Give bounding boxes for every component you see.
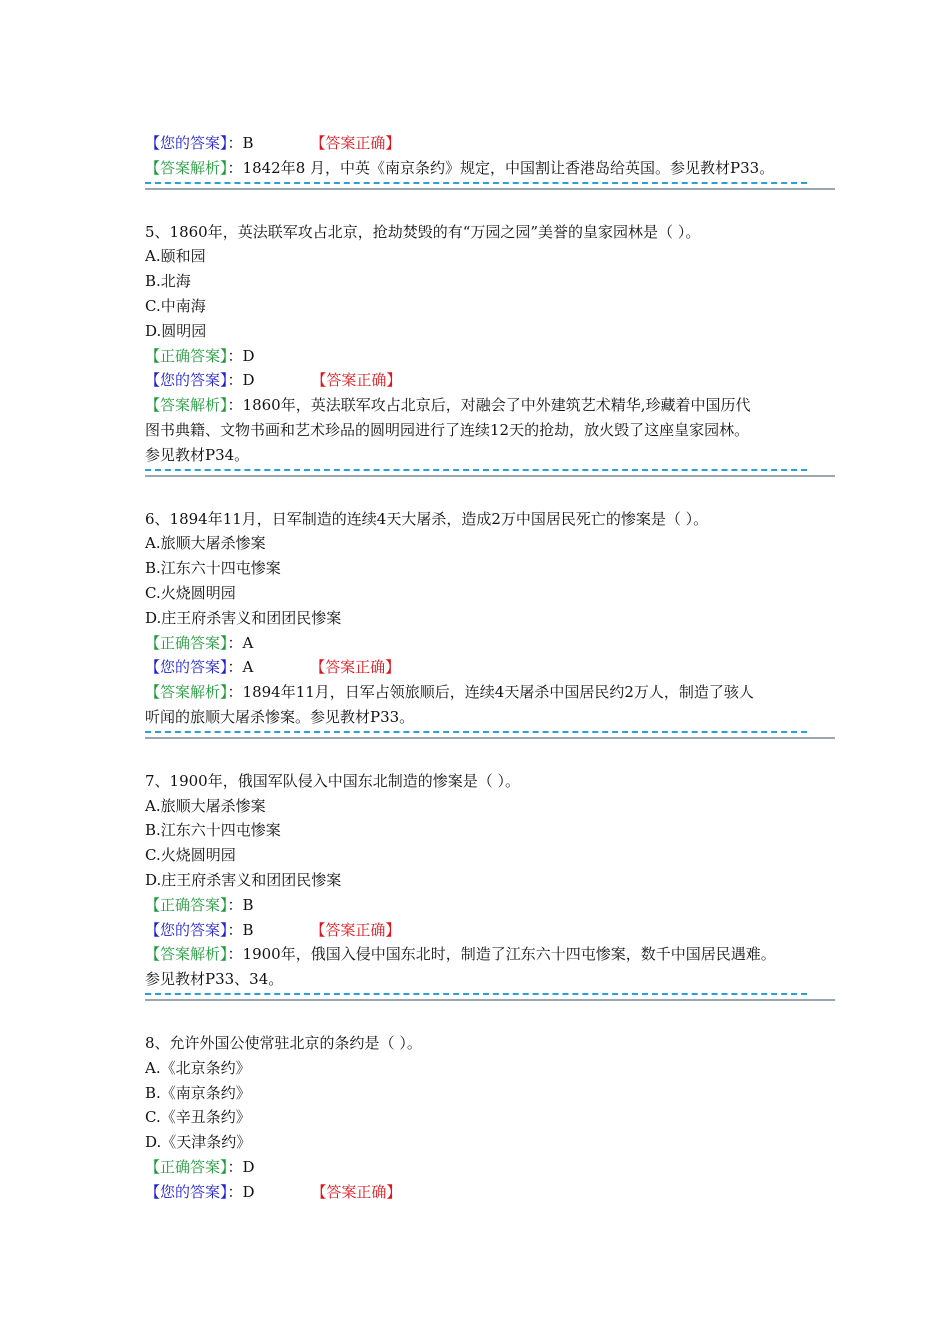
your-answer-label: 【您的答案】 (145, 658, 228, 677)
your-answer-row (145, 655, 835, 680)
analysis-label: 【答案解析】 (145, 945, 228, 964)
correct-answer-value: B (242, 895, 254, 914)
quiz-page (145, 131, 835, 1204)
correct-answer-label: 【正确答案】 (145, 1157, 228, 1176)
analysis-text: 听闻的旅顺大屠杀惨案。参见教材P33。 (145, 707, 415, 726)
colon: ： (227, 1182, 243, 1201)
colon: ： (227, 683, 243, 702)
correct-answer-row (145, 893, 835, 918)
colon: ： (227, 396, 243, 415)
correct-answer-label: 【正确答案】 (145, 633, 228, 652)
result-badge: 【答案正确】 (311, 371, 402, 390)
option-d: D.庄王府杀害义和团团民惨案 (145, 608, 342, 627)
analysis-label: 【答案解析】 (145, 158, 228, 177)
option-b: B.《南京条约》 (145, 1083, 251, 1102)
option-a: A.《北京条约》 (145, 1058, 251, 1077)
your-answer-value: D (242, 371, 255, 390)
colon: ： (227, 158, 243, 177)
question-stem: 7、1900年，俄国军队侵入中国东北制造的惨案是（ ）。 (145, 771, 520, 790)
colon: ： (227, 658, 243, 677)
result-badge: 【答案正确】 (310, 658, 401, 677)
your-answer-row (145, 1180, 835, 1205)
answer-analysis (145, 680, 807, 733)
colon: ： (227, 633, 243, 652)
question-block (145, 507, 835, 739)
correct-answer-row (145, 631, 835, 656)
correct-answer-label: 【正确答案】 (145, 346, 228, 365)
colon: ： (227, 371, 243, 390)
your-answer-label: 【您的答案】 (145, 920, 228, 939)
your-answer-row (145, 368, 835, 393)
question-block (145, 769, 835, 1001)
your-answer-value: A (242, 658, 254, 677)
option-d: D.圆明园 (145, 321, 207, 340)
your-answer-label: 【您的答案】 (145, 1182, 228, 1201)
answer-analysis (145, 393, 807, 470)
result-badge: 【答案正确】 (311, 1182, 402, 1201)
analysis-text: 1842年8 月，中英《南京条约》规定，中国割让香港岛给英国。参见教材P33。 (242, 158, 775, 177)
your-answer-value: B (242, 134, 254, 152)
analysis-text: 参见教材P34。 (145, 445, 250, 464)
option-c: C.《辛丑条约》 (145, 1108, 251, 1127)
correct-answer-row (145, 1155, 835, 1180)
your-answer-label: 【您的答案】 (145, 134, 228, 152)
colon: ： (227, 134, 243, 152)
result-badge: 【答案正确】 (310, 134, 401, 152)
question-block (145, 220, 835, 477)
option-b: B.江东六十四屯惨案 (145, 559, 281, 578)
correct-answer-value: D (242, 1157, 255, 1176)
answer-analysis (145, 942, 807, 995)
option-a: A.旅顺大屠杀惨案 (145, 534, 266, 553)
question-block (145, 1031, 835, 1205)
correct-answer-row (145, 344, 835, 369)
your-answer-row (145, 131, 835, 156)
analysis-label: 【答案解析】 (145, 683, 228, 702)
option-b: B.江东六十四屯惨案 (145, 821, 281, 840)
question-stem: 5、1860年，英法联军攻占北京，抢劫焚毁的有“万园之园”美誉的皇家园林是（ ）。 (145, 222, 701, 241)
analysis-text: 1900年，俄国入侵中国东北时，制造了江东六十四屯惨案，数千中国居民遇难。 (242, 945, 776, 964)
analysis-text: 1860年，英法联军攻占北京后，对融会了中外建筑艺术精华,珍藏着中国历代 (242, 396, 751, 415)
option-c: C.中南海 (145, 296, 206, 315)
your-answer-value: B (242, 920, 254, 939)
correct-answer-label: 【正确答案】 (145, 895, 228, 914)
question-stem: 8、允许外国公使常驻北京的条约是（ ）。 (145, 1033, 422, 1052)
option-a: A.旅顺大屠杀惨案 (145, 796, 266, 815)
analysis-text: 图书典籍、文物书画和艺术珍品的圆明园进行了连续12天的抢劫，放火毁了这座皇家园林。 (145, 420, 750, 439)
colon: ： (227, 945, 243, 964)
option-c: C.火烧圆明园 (145, 583, 236, 602)
your-answer-row (145, 918, 835, 943)
option-a: A.颐和园 (145, 247, 206, 266)
analysis-text: 参见教材P33、34。 (145, 970, 284, 989)
result-badge: 【答案正确】 (310, 920, 401, 939)
colon: ： (227, 346, 243, 365)
option-b: B.北海 (145, 272, 191, 291)
colon: ： (227, 895, 243, 914)
option-d: D.庄王府杀害义和团团民惨案 (145, 870, 342, 889)
your-answer-label: 【您的答案】 (145, 371, 228, 390)
analysis-text: 1894年11月，日军占领旅顺后，连续4天屠杀中国居民约2万人，制造了骇人 (242, 683, 754, 702)
answer-analysis (145, 156, 807, 184)
option-c: C.火烧圆明园 (145, 846, 236, 865)
question-stem: 6、1894年11月，日军制造的连续4天大屠杀，造成2万中国居民死亡的惨案是（ ）。 (145, 509, 709, 528)
correct-answer-value: A (242, 633, 254, 652)
colon: ： (227, 1157, 243, 1176)
colon: ： (227, 920, 243, 939)
correct-answer-value: D (242, 346, 255, 365)
your-answer-value: D (242, 1182, 255, 1201)
analysis-label: 【答案解析】 (145, 396, 228, 415)
option-d: D.《天津条约》 (145, 1133, 252, 1152)
